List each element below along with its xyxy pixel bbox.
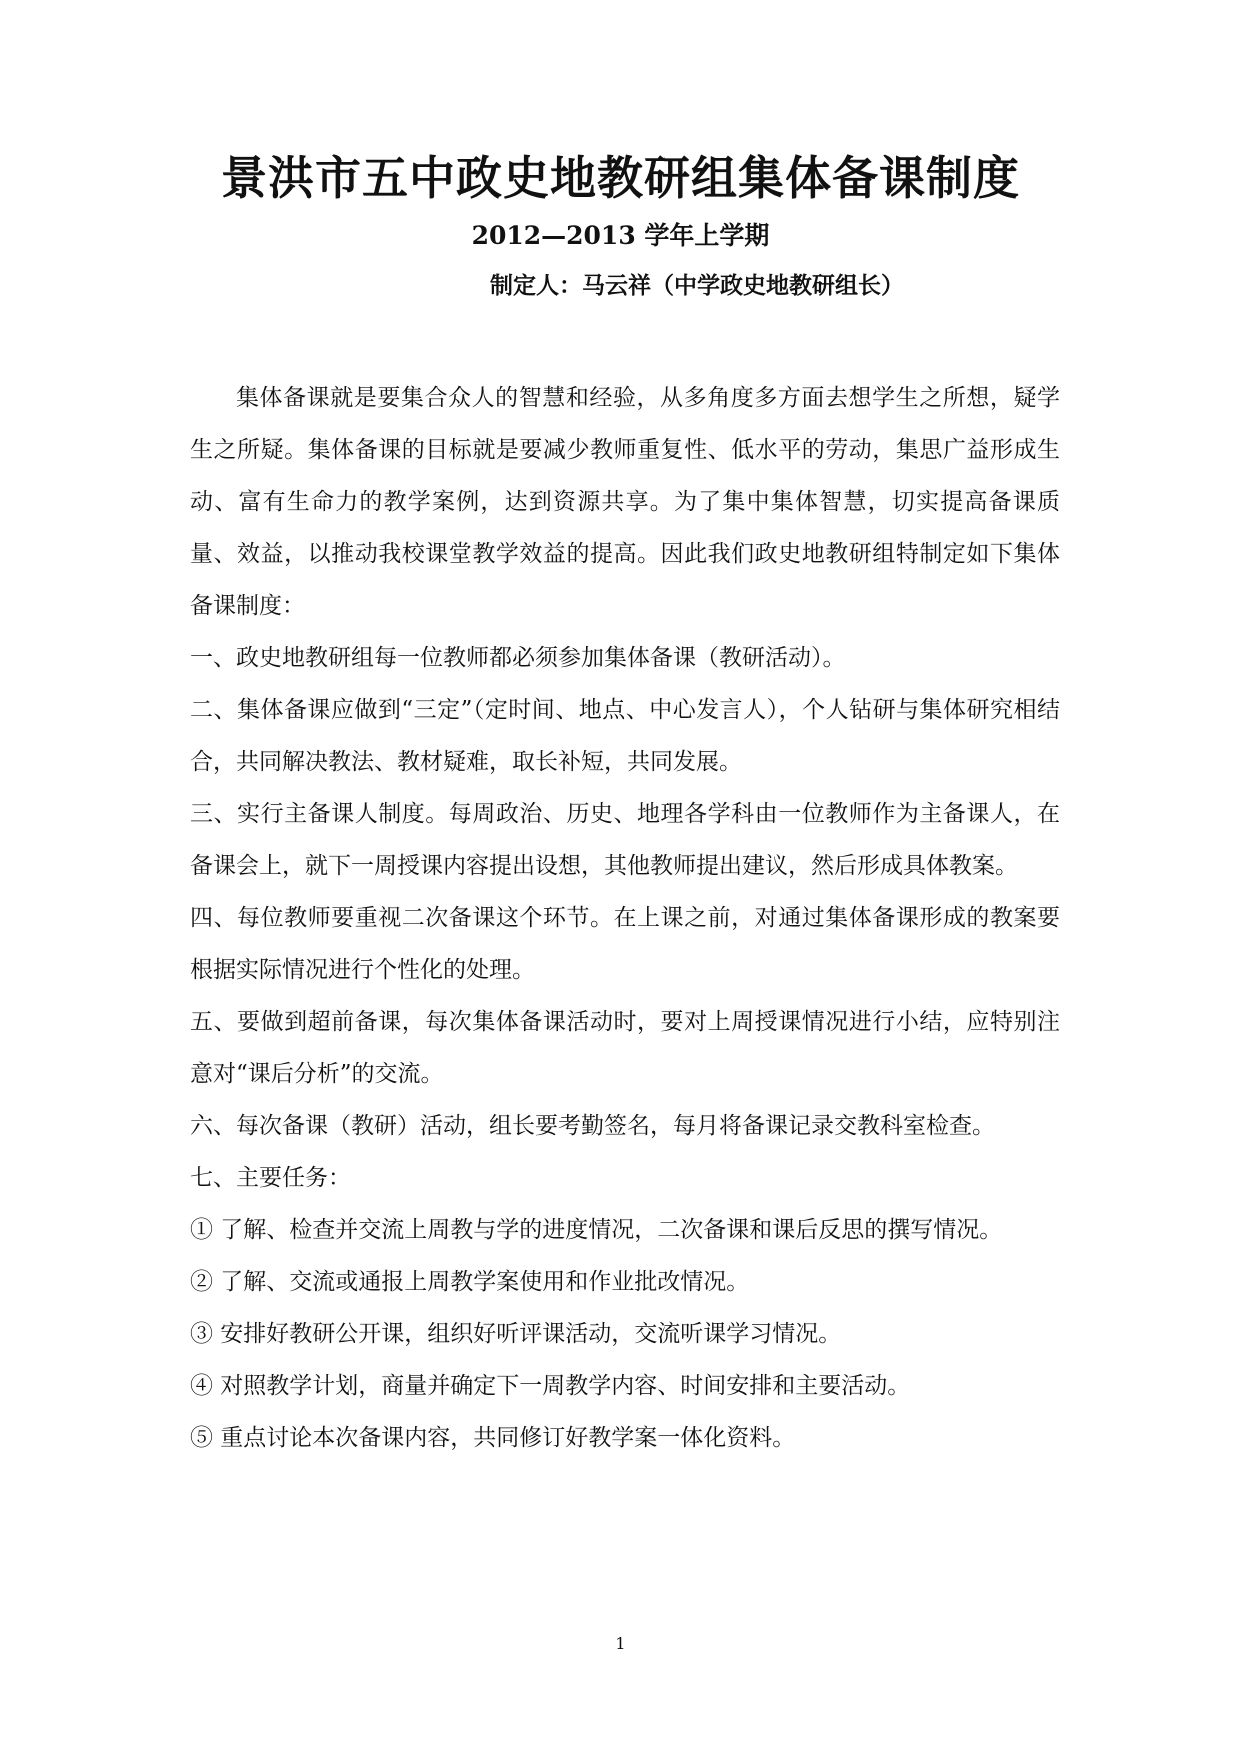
rule-3: 三、实行主备课人制度。每周政治、历史、地理各学科由一位教师作为主备课人，在备课会上，就下一周授课内容提出设想，其他教师提出建议，然后形成具体教案。 bbox=[190, 801, 1060, 879]
document-subtitle: 2012—2013 学年上学期 bbox=[471, 221, 770, 250]
rule-7: 七、主要任务： bbox=[190, 1165, 351, 1191]
rule-6: 六、每次备课（教研）活动，组长要考勤签名，每月将备课记录交教科室检查。 bbox=[190, 1113, 995, 1139]
rule-5: 五、要做到超前备课，每次集体备课活动时，要对上周授课情况进行小结，应特别注意对“课后分析”的交流。 bbox=[190, 1009, 1060, 1087]
rule-1: 一、政史地教研组每一位教师都必须参加集体备课（教研活动）。 bbox=[190, 645, 846, 671]
intro-paragraph: 集体备课就是要集合众人的智慧和经验，从多角度多方面去想学生之所想，疑学生之所疑。集体备课的目标就是要减少教师重复性、低水平的劳动，集思广益形成生动、富有生命力的教学案例，达到资源共享。为了集中集体智慧，切实提高备课质量、效益，以推动我校课堂教学效益的提高。因此我们政史地教研组特制定如下集体备课制度： bbox=[190, 385, 1060, 619]
rule-2: 二、集体备课应做到“三定”（定时间、地点、中心发言人），个人钻研与集体研究相结合，共同解决教法、教材疑难，取长补短，共同发展。 bbox=[190, 697, 1060, 775]
task-2: ② 了解、交流或通报上周教学案使用和作业批改情况。 bbox=[190, 1269, 750, 1295]
document-title: 景洪市五中政史地教研组集体备课制度 bbox=[221, 151, 1020, 205]
task-3: ③ 安排好教研公开课，组织好听评课活动，交流听课学习情况。 bbox=[190, 1321, 842, 1347]
task-1: ① 了解、检查并交流上周教与学的进度情况，二次备课和课后反思的撰写情况。 bbox=[190, 1217, 1003, 1243]
task-4: ④ 对照教学计划，商量并确定下一周教学内容、时间安排和主要活动。 bbox=[190, 1373, 911, 1399]
document-body bbox=[190, 372, 1060, 1464]
rule-4: 四、每位教师要重视二次备课这个环节。在上课之前，对通过集体备课形成的教案要根据实际情况进行个性化的处理。 bbox=[190, 905, 1060, 983]
task-5: ⑤ 重点讨论本次备课内容，共同修订好教学案一体化资料。 bbox=[190, 1425, 796, 1451]
page-number: 1 bbox=[615, 1634, 626, 1653]
document-author: 制定人：马云祥（中学政史地教研组长） bbox=[490, 272, 904, 299]
